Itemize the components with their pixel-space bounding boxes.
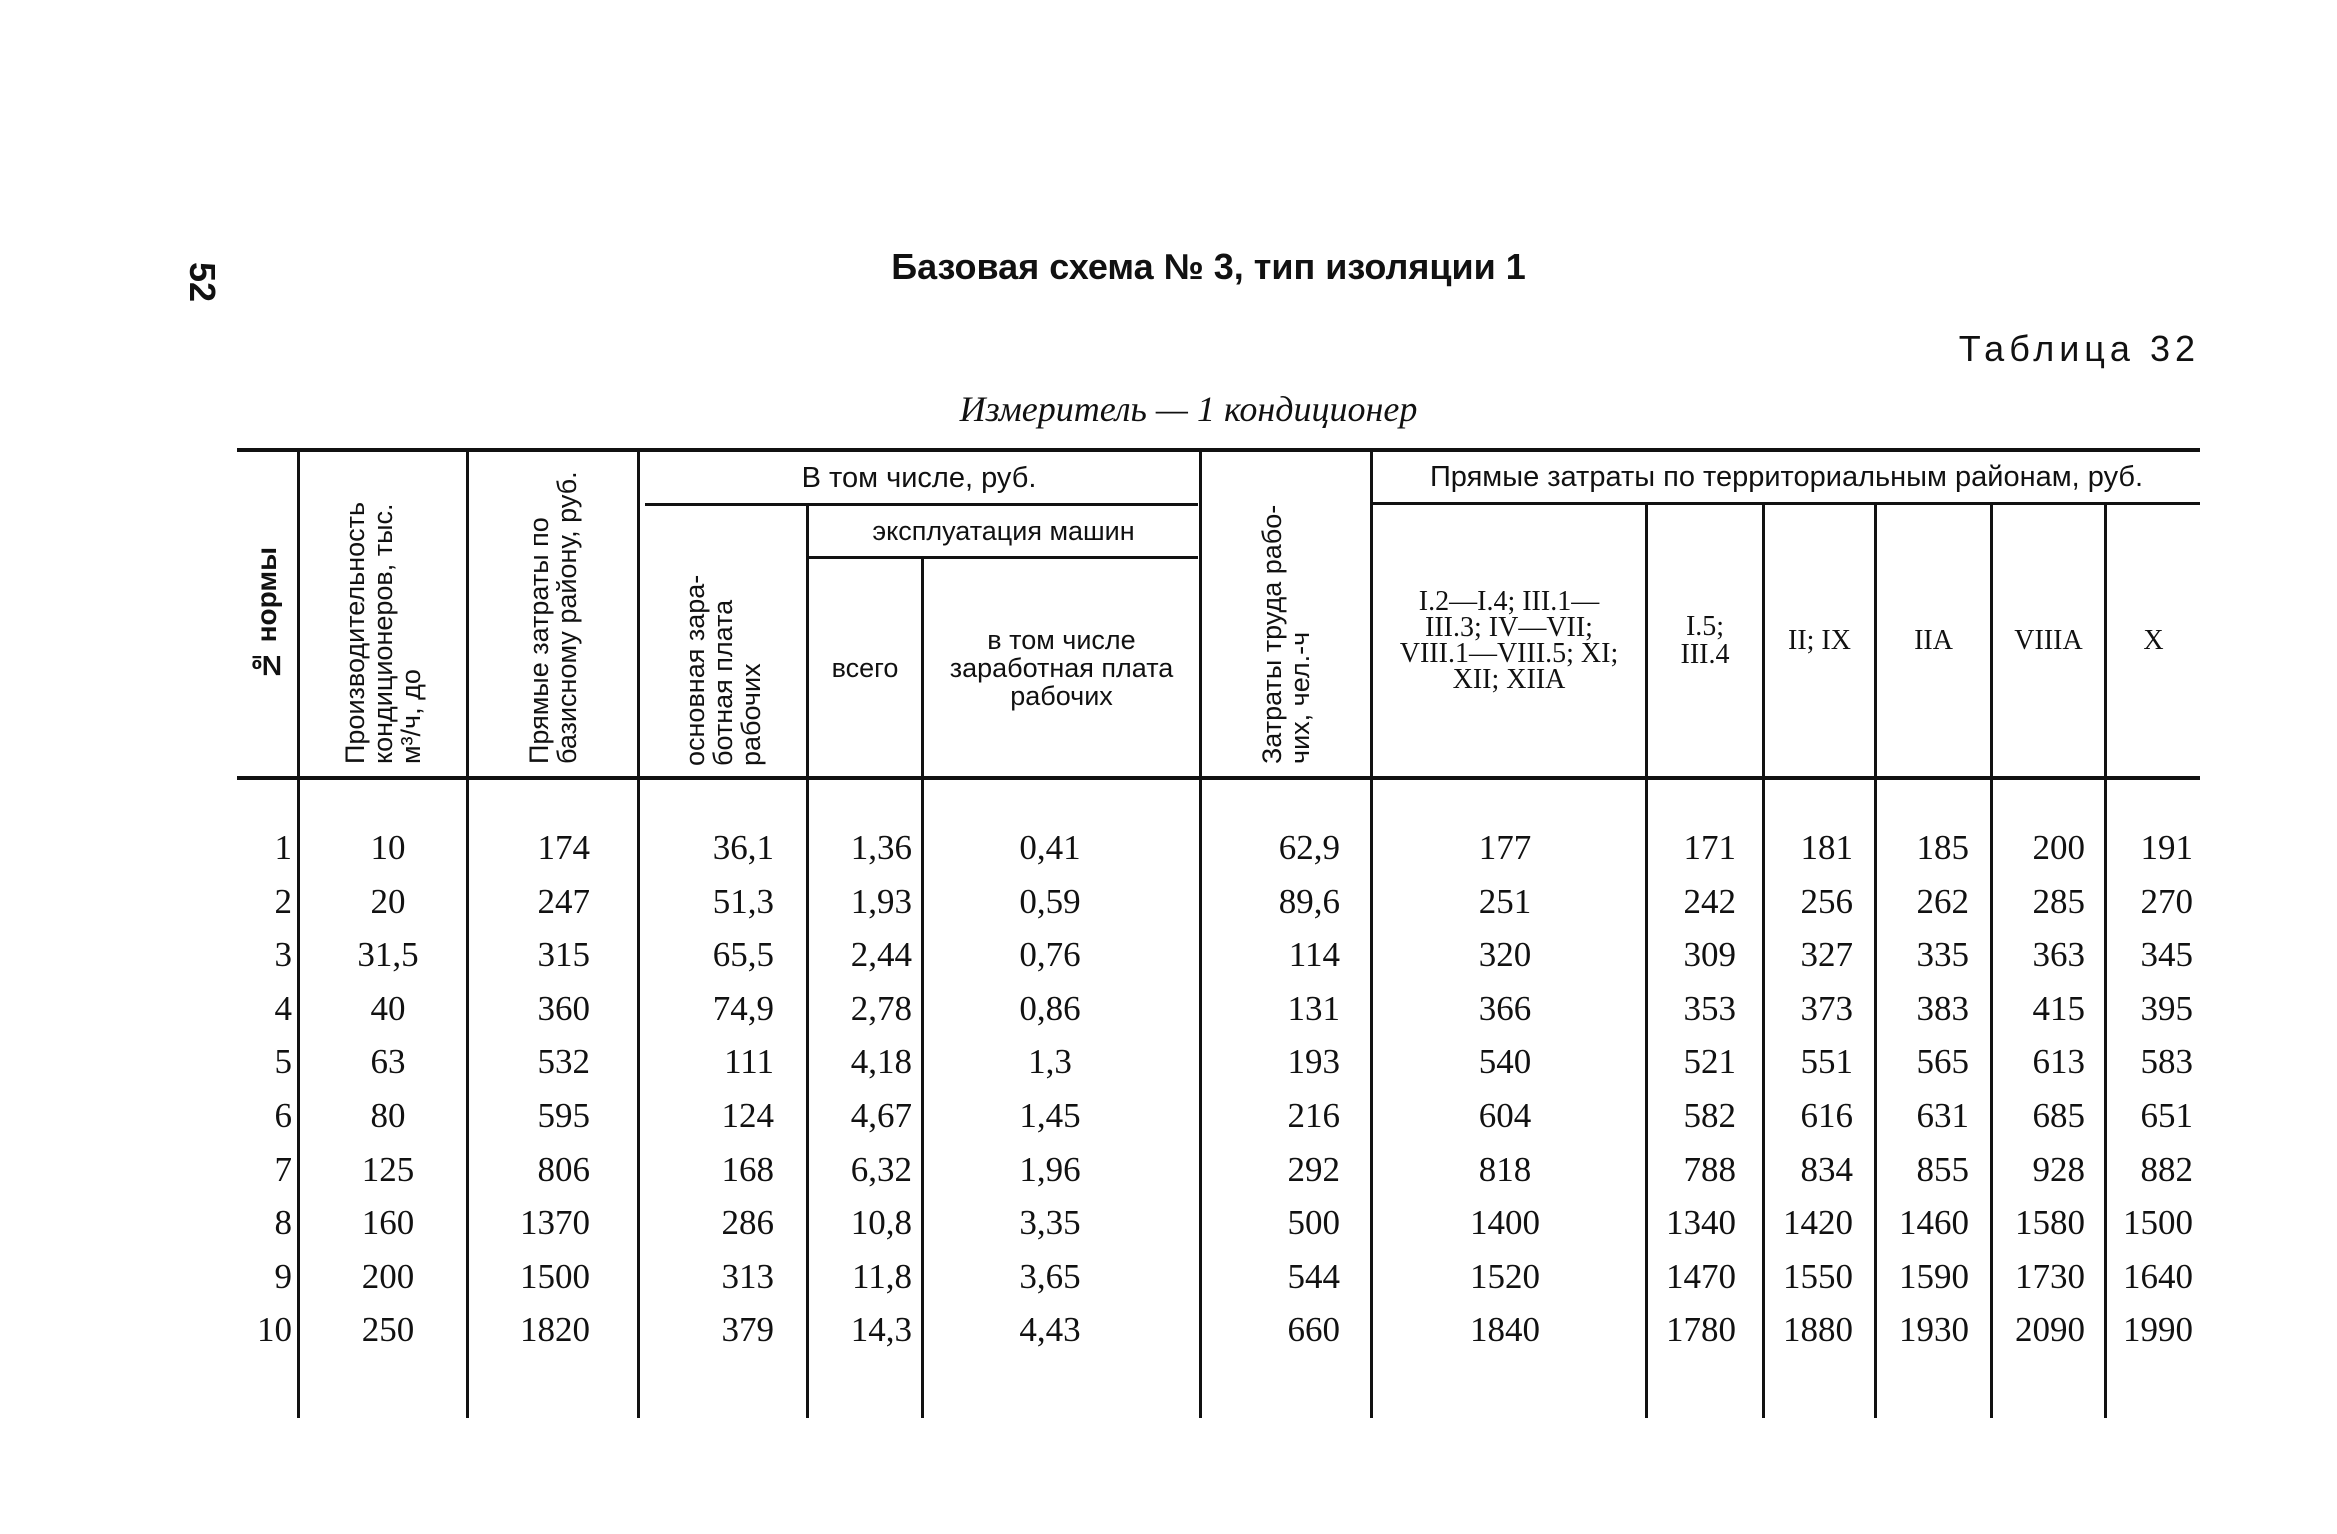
cell-machine-total: 2,78: [850, 988, 912, 1028]
cell-norm-no: 8: [274, 1203, 292, 1243]
cell-labor: 89,6: [1278, 881, 1340, 921]
cell-zone-2: 1340: [1666, 1203, 1736, 1243]
cell-capacity: 200: [361, 1256, 415, 1296]
cell-zone-6: 345: [2140, 935, 2193, 975]
cell-zone-3: 551: [1800, 1042, 1853, 1082]
cell-capacity: 10: [370, 828, 406, 867]
header-machine-wage: в том числе заработная плата рабочих: [949, 624, 1174, 711]
cell-zone-5: 685: [2032, 1096, 2085, 1135]
cell-zone-5: 200: [2032, 828, 2085, 867]
cell-zone-3: 256: [1800, 881, 1853, 921]
cell-capacity: 31,5: [357, 935, 419, 975]
cell-labor: 131: [1287, 988, 1340, 1028]
cell-base-wage: 379: [721, 1310, 774, 1350]
cell-labor: 114: [1288, 935, 1340, 975]
cell-base-wage: 74,9: [712, 988, 774, 1028]
cell-zone-4: 1930: [1899, 1310, 1969, 1350]
header-incl-group: В том числе, руб.: [801, 461, 1037, 494]
cell-norm-no: 9: [274, 1256, 292, 1296]
cell-zone-1: 251: [1478, 881, 1532, 921]
cell-zone-4: 1590: [1899, 1256, 1969, 1296]
cell-zone-1: 1840: [1470, 1310, 1540, 1350]
cell-direct-base: 1500: [520, 1256, 590, 1296]
cell-zone-4: 383: [1916, 988, 1969, 1028]
cell-machine-wage: 0,41: [1019, 828, 1081, 867]
cell-labor: 660: [1287, 1310, 1340, 1350]
header-zone-6: X: [2143, 624, 2164, 656]
cell-zone-6: 270: [2140, 881, 2193, 921]
cell-machine-total: 6,32: [850, 1149, 912, 1189]
cell-capacity: 63: [370, 1042, 406, 1082]
cell-machine-wage: 0,86: [1019, 988, 1081, 1028]
cell-machine-total: 1,36: [850, 828, 912, 867]
cell-zone-2: 521: [1683, 1042, 1736, 1082]
cell-zone-5: 613: [2032, 1042, 2085, 1082]
cell-zone-5: 415: [2032, 988, 2085, 1028]
header-zone-4: IIA: [1914, 624, 1953, 656]
cell-direct-base: 174: [537, 828, 590, 867]
header-zone-3: II; IX: [1788, 624, 1851, 656]
cell-capacity: 40: [370, 988, 406, 1028]
cell-zone-6: 1640: [2123, 1256, 2193, 1296]
cell-machine-total: 4,67: [850, 1096, 912, 1135]
header-labor-text: Затраты труда рабо-чих, чел.-ч: [1257, 504, 1315, 764]
cell-zone-3: 834: [1800, 1149, 1853, 1189]
header-labor: [1202, 452, 1370, 776]
header-base-wage-text: основная зара-ботная плата рабочих: [680, 574, 766, 766]
cell-zone-6: 1500: [2123, 1203, 2193, 1243]
cell-zone-1: 1400: [1470, 1203, 1540, 1243]
header-bottom-rule: [237, 776, 2200, 780]
unit-caption: Измеритель — 1 кондиционер: [959, 389, 1418, 429]
header-capacity: [300, 452, 466, 776]
cell-norm-no: 7: [274, 1149, 292, 1189]
cell-zone-4: 185: [1916, 828, 1969, 867]
cell-zone-5: 1580: [2015, 1203, 2085, 1243]
cell-zone-3: 1880: [1783, 1310, 1853, 1350]
cell-direct-base: 595: [537, 1096, 590, 1135]
cell-capacity: 250: [361, 1310, 415, 1350]
cell-direct-base: 360: [537, 988, 590, 1028]
cell-direct-base: 315: [537, 935, 590, 975]
cell-base-wage: 168: [721, 1149, 774, 1189]
cell-base-wage: 36,1: [712, 828, 774, 867]
cell-zone-5: 928: [2032, 1149, 2085, 1189]
cell-zone-1: 177: [1478, 828, 1532, 867]
cell-zone-4: 335: [1916, 935, 1969, 975]
cell-zone-5: 1730: [2015, 1256, 2085, 1296]
header-zone-5: VIIIA: [2014, 624, 2083, 656]
cell-machine-wage: 1,45: [1019, 1096, 1081, 1135]
page-number: 52: [182, 261, 223, 303]
cell-labor: 216: [1287, 1096, 1340, 1135]
cell-direct-base: 1820: [520, 1310, 590, 1350]
cell-zone-3: 327: [1800, 935, 1853, 975]
cell-zone-2: 1780: [1666, 1310, 1736, 1350]
cell-labor: 193: [1287, 1042, 1340, 1082]
header-machine-total: всего: [831, 652, 899, 683]
cell-base-wage: 51,3: [712, 881, 774, 921]
cell-labor: 544: [1287, 1256, 1340, 1296]
cell-machine-total: 1,93: [850, 881, 912, 921]
cell-zone-4: 262: [1916, 881, 1969, 921]
cell-zone-6: 882: [2140, 1149, 2193, 1189]
cell-zone-1: 818: [1478, 1149, 1532, 1189]
cell-norm-no: 2: [274, 881, 292, 921]
cell-zone-2: 788: [1683, 1149, 1736, 1189]
cell-zone-4: 631: [1916, 1096, 1969, 1135]
cell-norm-no: 1: [274, 828, 292, 867]
cell-machine-wage: 1,96: [1019, 1149, 1081, 1189]
cell-zone-3: 616: [1800, 1096, 1853, 1135]
cell-zone-3: 1550: [1783, 1256, 1853, 1296]
cell-zone-6: 1990: [2123, 1310, 2193, 1350]
cell-labor: 62,9: [1278, 828, 1340, 867]
cell-machine-wage: 3,65: [1019, 1256, 1081, 1296]
cell-zone-3: 181: [1800, 828, 1853, 867]
cell-zone-1: 366: [1478, 988, 1532, 1028]
cell-machine-total: 4,18: [850, 1042, 912, 1082]
cell-zone-2: 1470: [1666, 1256, 1736, 1296]
cell-zone-2: 242: [1683, 881, 1736, 921]
table-label: Таблица 32: [1958, 328, 2200, 369]
cell-norm-no: 3: [274, 935, 292, 975]
cell-machine-total: 10,8: [850, 1203, 912, 1243]
cell-machine-wage: 0,76: [1019, 935, 1081, 975]
header-norm-no-text: № нормы: [251, 546, 282, 682]
cell-zone-2: 309: [1683, 935, 1736, 975]
cell-zone-1: 540: [1478, 1042, 1532, 1082]
cell-zone-3: 1420: [1783, 1203, 1853, 1243]
cell-capacity: 125: [361, 1149, 415, 1189]
page-title: Базовая схема № 3, тип изоляции 1: [891, 246, 1526, 287]
cell-direct-base: 247: [537, 881, 590, 921]
cell-base-wage: 111: [724, 1042, 774, 1082]
cell-zone-1: 1520: [1470, 1256, 1540, 1296]
cell-zone-5: 285: [2032, 881, 2085, 921]
cell-machine-wage: 3,35: [1019, 1203, 1081, 1243]
header-machine-group: эксплуатация машин: [872, 516, 1135, 546]
cell-machine-total: 14,3: [850, 1310, 912, 1350]
cell-machine-wage: 4,43: [1019, 1310, 1081, 1350]
cell-zone-5: 2090: [2015, 1310, 2085, 1350]
cell-zone-5: 363: [2032, 935, 2085, 975]
cell-norm-no: 5: [274, 1042, 292, 1082]
cell-base-wage: 124: [721, 1096, 774, 1135]
cell-norm-no: 6: [274, 1096, 292, 1135]
cell-base-wage: 65,5: [712, 935, 774, 975]
cell-base-wage: 313: [721, 1256, 774, 1296]
cell-zone-6: 191: [2140, 828, 2193, 867]
cell-labor: 500: [1287, 1203, 1340, 1243]
cell-zone-6: 583: [2140, 1042, 2193, 1082]
header-direct-base: [469, 452, 637, 776]
cell-labor: 292: [1287, 1149, 1340, 1189]
cell-capacity: 160: [361, 1203, 415, 1243]
header-capacity-text: Производительность кондиционеров, тыс. м³/ч, до: [340, 501, 426, 764]
header-territorial-group: Прямые затраты по территориальным районам, руб.: [1429, 461, 2144, 493]
cell-capacity: 20: [370, 881, 406, 921]
header-base-wage: [640, 506, 806, 776]
cell-zone-6: 395: [2140, 988, 2193, 1028]
cell-zone-2: 353: [1683, 988, 1736, 1028]
cell-zone-4: 565: [1916, 1042, 1969, 1082]
cell-zone-6: 651: [2140, 1096, 2193, 1135]
cell-zone-4: 1460: [1899, 1203, 1969, 1243]
cell-zone-4: 855: [1916, 1149, 1969, 1189]
cell-direct-base: 1370: [520, 1203, 590, 1243]
cell-base-wage: 286: [721, 1203, 774, 1243]
cell-zone-1: 604: [1478, 1096, 1532, 1135]
cell-direct-base: 532: [537, 1042, 590, 1082]
cell-direct-base: 806: [537, 1149, 590, 1189]
cell-machine-total: 11,8: [852, 1256, 912, 1296]
cell-norm-no: 10: [257, 1310, 292, 1350]
header-zone-2: I.5; III.4: [1680, 610, 1730, 670]
cell-norm-no: 4: [274, 988, 292, 1028]
header-zone-1: I.2—I.4; III.1—III.3; IV—VII; VIII.1—VIII.5; XI; XII; XIIA: [1399, 585, 1619, 695]
cell-zone-2: 171: [1683, 828, 1736, 867]
cell-machine-wage: 1,3: [1028, 1042, 1072, 1082]
cell-capacity: 80: [370, 1096, 406, 1135]
cell-zone-1: 320: [1478, 935, 1532, 975]
header-direct-base-text: Прямые затраты по базисному району, руб.: [524, 471, 582, 764]
cell-zone-3: 373: [1800, 988, 1853, 1028]
cell-machine-total: 2,44: [850, 935, 912, 975]
cell-machine-wage: 0,59: [1019, 881, 1081, 921]
cell-zone-2: 582: [1683, 1096, 1736, 1135]
header-norm-no: [237, 452, 297, 776]
